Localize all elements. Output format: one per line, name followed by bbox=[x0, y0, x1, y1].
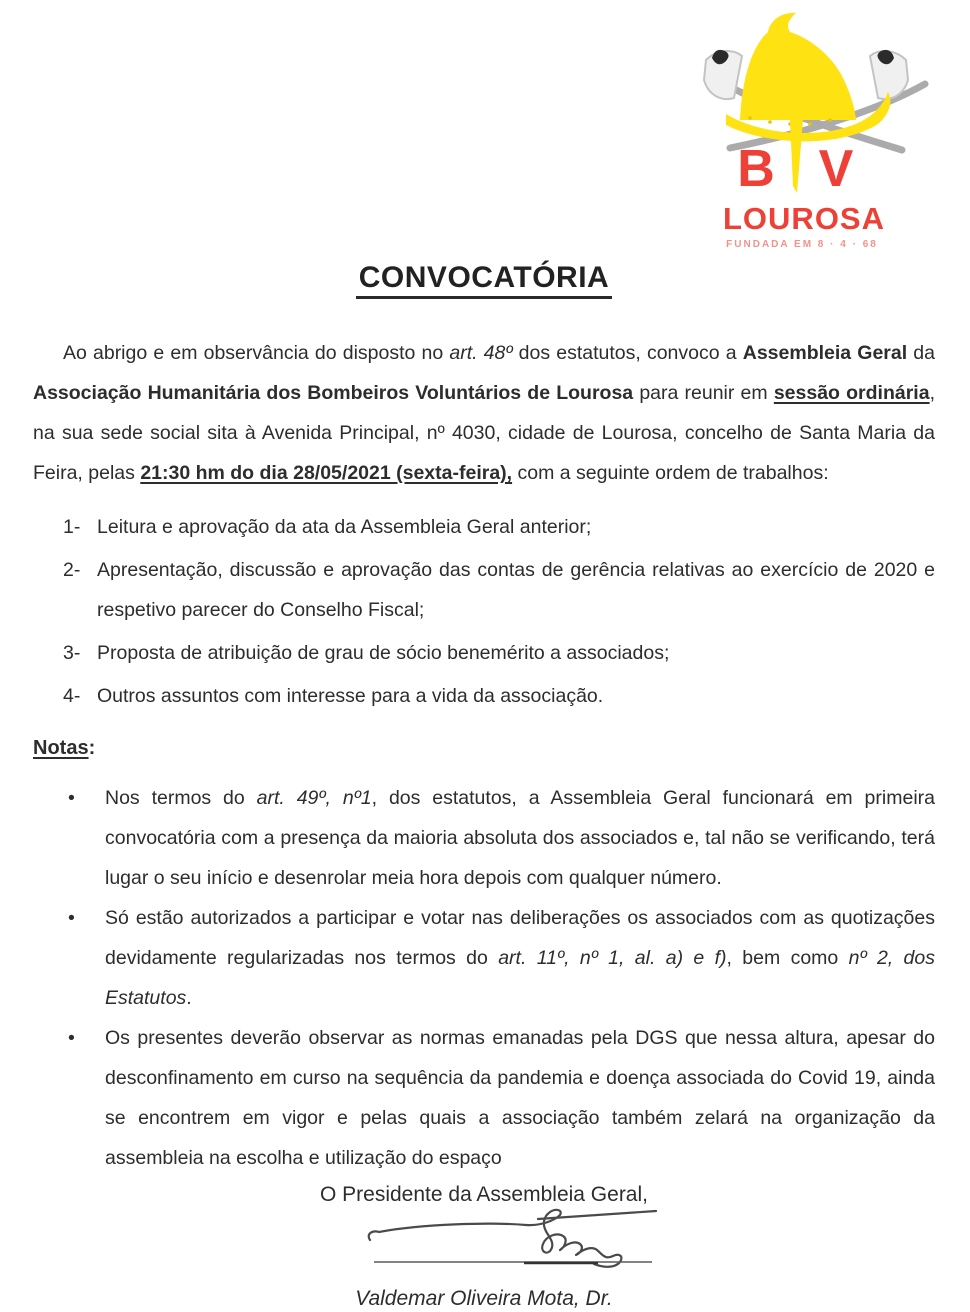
agenda-item-number: 4- bbox=[63, 685, 81, 707]
agenda-item-1 bbox=[33, 507, 935, 547]
note-segment: , bem como bbox=[726, 947, 849, 969]
logo-city-name: LOUROSA bbox=[723, 201, 885, 236]
intro-segment: para reunir em bbox=[633, 382, 774, 404]
note-segment: Só estão autorizados a participar e votar nas deliberações os associados com as quotizações devidamente regularizadas nos termos do bbox=[105, 907, 935, 969]
logo-initial-b: B bbox=[737, 140, 775, 198]
helmet-rivet bbox=[808, 122, 812, 126]
agenda-item-2 bbox=[33, 550, 935, 630]
intro-segment-italic: art. 48º bbox=[449, 342, 513, 364]
fire-brigade-logo-graphic bbox=[680, 8, 970, 258]
intro-segment-bold-underline: sessão ordinária bbox=[773, 382, 930, 404]
note-segment: Nos termos do bbox=[105, 787, 257, 809]
note-segment: Os presentes deverão observar as normas emanadas pela DGS que nessa altura, apesar do desconfinamento em curso na sequência da pandemia e doença associada do Covid 19, ainda se encontrem em vigor e pelas quais a associação também zelará na organização da assembleia na escolha e utilização do espaço bbox=[105, 1027, 935, 1169]
bullet-marker-icon: • bbox=[68, 1027, 75, 1049]
intro-segment: Ao abrigo e em observância do disposto no bbox=[63, 342, 450, 364]
signature-role-line: O Presidente da Assembleia Geral, bbox=[319, 1183, 648, 1206]
note-segment: . bbox=[186, 987, 192, 1009]
notes-list bbox=[33, 778, 935, 1178]
bullet-marker-icon: • bbox=[68, 907, 75, 929]
helmet-rivet bbox=[768, 120, 772, 124]
agenda-item-text: Proposta de atribuição de grau de sócio benemérito a associados; bbox=[97, 642, 670, 664]
notes-heading bbox=[33, 728, 935, 768]
logo-founded-text: FUNDADA EM 8 · 4 · 68 bbox=[726, 239, 878, 250]
signature-t-bar bbox=[538, 1211, 656, 1219]
helmet-rivet bbox=[828, 118, 832, 122]
note-text bbox=[105, 778, 935, 898]
agenda-item-4 bbox=[33, 676, 935, 716]
notes-label: Notas bbox=[33, 737, 89, 759]
org-logo bbox=[680, 8, 970, 258]
agenda-item-text: Apresentação, discussão e aprovação das contas de gerência relativas ao exercício de 2020 e respetivo parecer do Conselho Fiscal; bbox=[97, 559, 935, 621]
note-bullet-1 bbox=[33, 778, 935, 898]
agenda-item-text: Outros assuntos com interesse para a vida da associação. bbox=[97, 685, 604, 707]
helmet-rivet bbox=[748, 116, 752, 120]
intro-segment: da bbox=[907, 342, 935, 364]
signature-scribble bbox=[369, 1210, 622, 1267]
bullet-marker-icon: • bbox=[68, 787, 75, 809]
note-segment-italic: nº 2, dos Estatutos bbox=[105, 947, 935, 1009]
note-segment-italic: art. 11º, nº 1, al. a) e f) bbox=[498, 947, 727, 969]
helmet-dome-icon bbox=[740, 13, 856, 120]
agenda-item-number: 2- bbox=[63, 559, 81, 581]
note-bullet-2 bbox=[33, 898, 935, 1018]
notes-colon: : bbox=[88, 737, 96, 759]
intro-segment-bold: Assembleia Geral bbox=[742, 342, 908, 364]
intro-segment: dos estatutos, convoco a bbox=[512, 342, 743, 364]
agenda-list bbox=[33, 507, 935, 716]
note-bullet-3 bbox=[33, 1018, 935, 1178]
handwritten-signature bbox=[366, 1208, 666, 1272]
signer-name: Valdemar Oliveira Mota, Dr. bbox=[355, 1287, 613, 1310]
note-segment: , dos estatutos, a Assembleia Geral funcionará em primeira convocatória com a presença da maioria absoluta dos associados e, tal não se verificando, terá lugar o seu início e desenrolar meia hora depois com qualquer número. bbox=[105, 787, 935, 889]
intro-segment-bold-underline: 21:30 hm do dia 28/05/2021 (sexta-feira), bbox=[140, 462, 513, 484]
agenda-item-text: Leitura e aprovação da ata da Assembleia Geral anterior; bbox=[97, 516, 592, 538]
intro-segment-bold: Associação Humanitária dos Bombeiros Voluntários de Lourosa bbox=[33, 382, 634, 404]
intro-segment: , na sua sede social sita à Avenida Principal, nº 4030, cidade de Lourosa, concelho de Santa Maria da Feira, pelas bbox=[33, 382, 935, 484]
note-text bbox=[105, 898, 935, 1018]
helmet-spike-icon bbox=[790, 120, 803, 193]
document-title-text: CONVOCATÓRIA bbox=[356, 261, 612, 299]
logo-initial-v: V bbox=[818, 140, 854, 198]
agenda-item-number: 3- bbox=[63, 642, 81, 664]
note-text bbox=[105, 1018, 935, 1178]
note-segment-italic: art. 49º, nº1 bbox=[256, 787, 372, 809]
signature-area bbox=[33, 1208, 935, 1286]
agenda-item-number: 1- bbox=[63, 516, 81, 538]
agenda-item-3 bbox=[33, 633, 935, 673]
intro-paragraph bbox=[33, 333, 935, 493]
intro-segment: com a seguinte ordem de trabalhos: bbox=[512, 462, 829, 484]
